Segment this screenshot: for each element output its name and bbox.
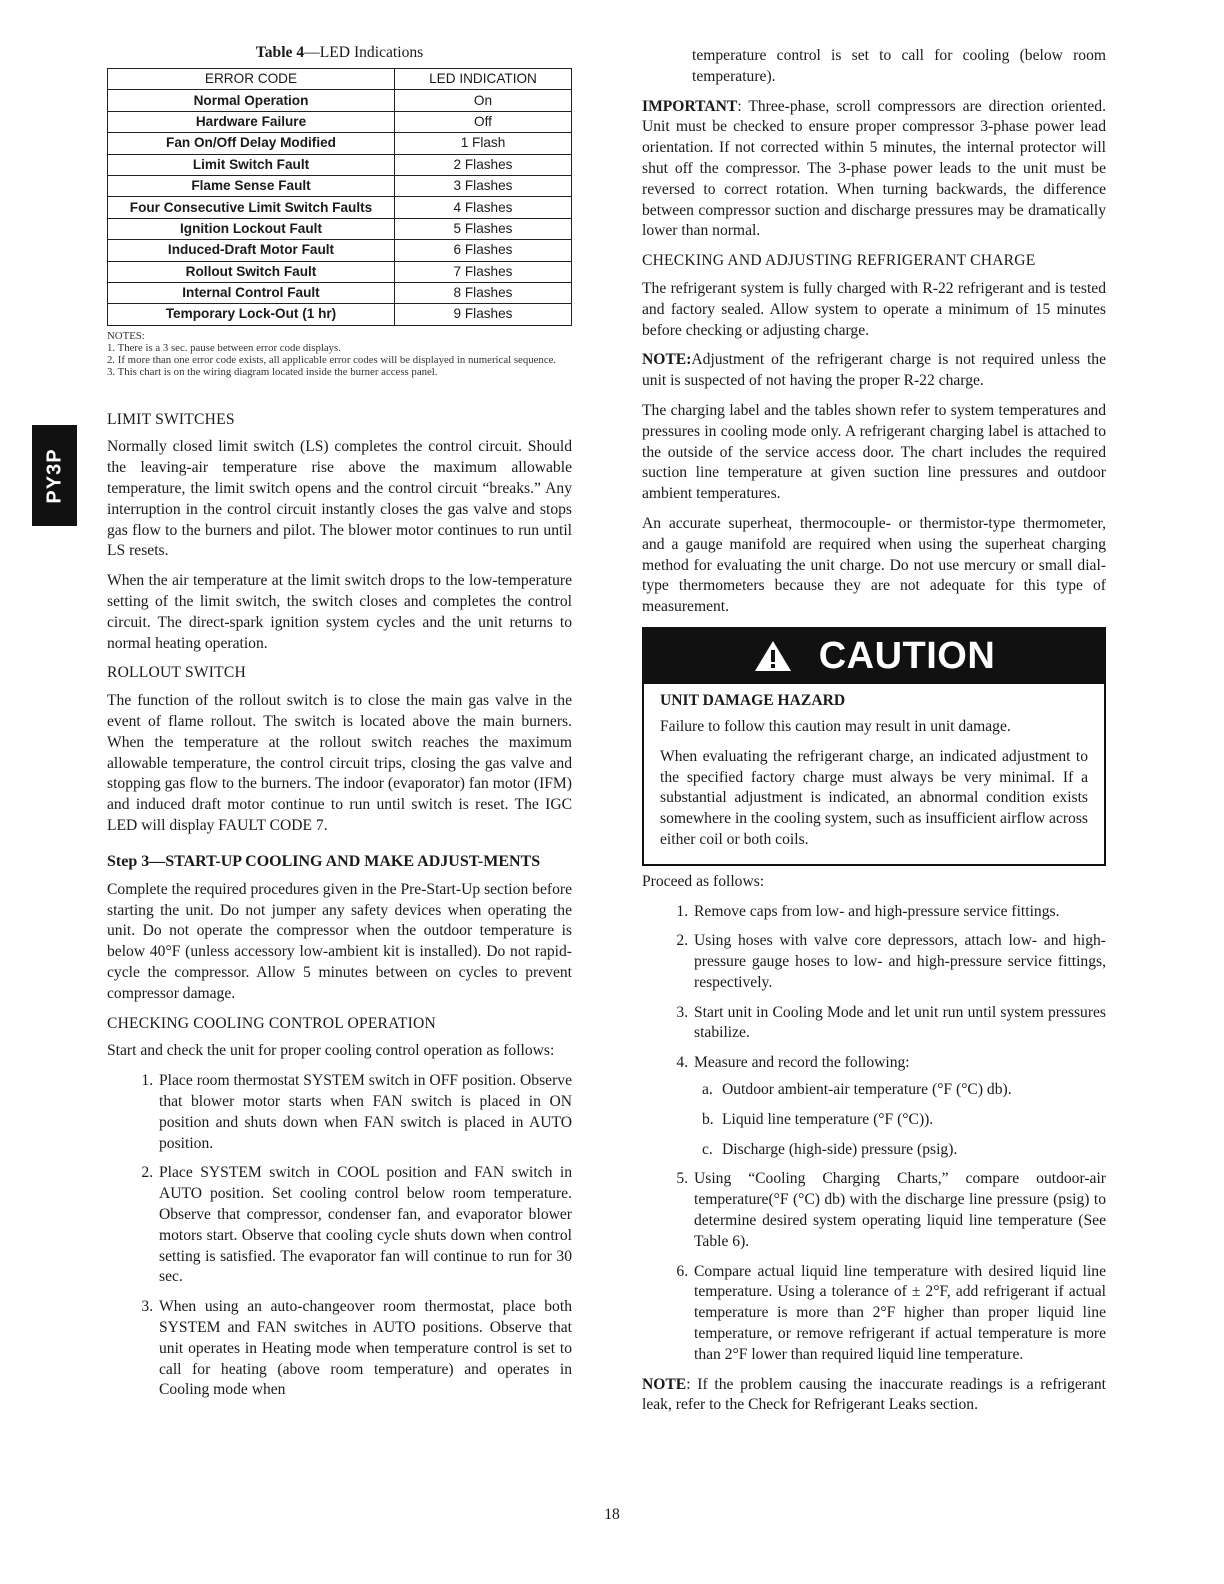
table-row xyxy=(108,240,572,261)
table-row xyxy=(108,175,572,196)
note-paragraph-2 xyxy=(642,1375,1106,1417)
step-4-text: Measure and record the following: xyxy=(694,1054,910,1072)
page-number: 18 xyxy=(604,1506,620,1523)
rollout-paragraph: The function of the rollout switch is to close the main gas valve in the event of flame rollout. The switch is located above the main burners. When the temperature at the rollout switch reaches the maximum allowable temperature, the control circuit trips, closing the gas valve and stopping gas flow to the burners. The indoor (evaporator) fan motor (IFM) and induced draft motor continue to run until switch is reset. The IGC LED will display FAULT CODE 7. xyxy=(107,692,572,835)
table-row xyxy=(108,154,572,175)
list-item: 2. Using hoses with valve core depressors, attach low- and high-pressure gauge hoses to low- and high-pressure service fittings, respectively. xyxy=(692,931,1106,993)
table-notes xyxy=(107,330,572,378)
led-indication-cell: 5 Flashes xyxy=(395,218,572,239)
led-indication-cell: 7 Flashes xyxy=(395,261,572,282)
list-item xyxy=(692,1053,1106,1160)
led-indication-cell: On xyxy=(395,90,572,111)
table-row xyxy=(108,133,572,154)
header-led-indication: LED INDICATION xyxy=(395,69,572,90)
error-code-cell: Rollout Switch Fault xyxy=(108,261,395,282)
limit-paragraph-1: Normally closed limit switch (LS) completes the control circuit. Should the leaving-air temperature rise above the maximum allowable temperature, the limit switch opens and the control circuit “breaks.” Any interruption in the control circuit instantly closes the gas valve and stops gas flow to the burners and pilot. The blower motor continues to run until LS resets. xyxy=(107,438,572,560)
checking-cooling-heading: CHECKING COOLING CONTROL OPERATION xyxy=(107,1014,436,1032)
list-item: 3. When using an auto-changeover room thermostat, place both SYSTEM and FAN switches in AUTO positions. Observe that unit operates in Heating mode when temperature control is set to call for heating (above room temperature) and operates in Cooling mode when xyxy=(157,1297,572,1401)
led-indication-cell: 8 Flashes xyxy=(395,282,572,303)
caution-body xyxy=(644,684,1104,864)
led-indication-cell: 3 Flashes xyxy=(395,175,572,196)
charge-paragraph-1: The refrigerant system is fully charged with R-22 refrigerant and is tested and factory sealed. Allow system to operate a minimum of 15 minutes before checking or adjusting charge. xyxy=(642,279,1106,339)
note-1: 1. There is a 3 sec. pause between error code displays. xyxy=(107,341,341,354)
led-indication-cell: 1 Flash xyxy=(395,133,572,154)
hazard-title: UNIT DAMAGE HAZARD xyxy=(660,691,846,709)
table-row xyxy=(108,261,572,282)
charge-steps-list xyxy=(642,902,1106,1366)
step3-heading: Step 3—START-UP COOLING AND MAKE ADJUST-MENTS xyxy=(107,852,541,870)
table-row xyxy=(108,218,572,239)
note-paragraph-1 xyxy=(642,350,1106,392)
note-2: 2. If more than one error code exists, all applicable error codes will be displayed in numerical sequence. xyxy=(107,353,557,366)
warning-triangle-icon xyxy=(753,639,793,673)
substep-item: c. Discharge (high-side) pressure (psig). xyxy=(702,1140,958,1158)
substep-item: a. Outdoor ambient-air temperature (°F (°C) db). xyxy=(702,1081,1012,1099)
important-label: IMPORTANT xyxy=(642,97,738,115)
refrigerant-charge-heading: CHECKING AND ADJUSTING REFRIGERANT CHARGE xyxy=(642,252,1036,270)
error-code-cell: Ignition Lockout Fault xyxy=(108,218,395,239)
substep-item: b. Liquid line temperature (°F (°C)). xyxy=(702,1110,934,1128)
led-indication-cell: 4 Flashes xyxy=(395,197,572,218)
led-indications-table xyxy=(107,68,572,326)
note-text: Adjustment of the refrigerant charge is not required unless the unit is suspected of not having the proper R-22 charge. xyxy=(642,351,1106,390)
table-row xyxy=(108,304,572,325)
caution-box xyxy=(642,627,1106,866)
note-3: 3. This chart is on the wiring diagram located inside the burner access panel. xyxy=(107,365,438,378)
error-code-cell: Internal Control Fault xyxy=(108,282,395,303)
proceed-text: Proceed as follows: xyxy=(642,872,765,890)
table-row xyxy=(108,282,572,303)
list-item: 1. Remove caps from low- and high-pressure service fittings. xyxy=(692,902,1106,923)
error-code-cell: Hardware Failure xyxy=(108,111,395,132)
table-row xyxy=(108,111,572,132)
table-row xyxy=(108,197,572,218)
error-code-cell: Flame Sense Fault xyxy=(108,175,395,196)
error-code-cell: Four Consecutive Limit Switch Faults xyxy=(108,197,395,218)
list-item: 2. Place SYSTEM switch in COOL position and FAN switch in AUTO position. Set cooling control below room temperature. Observe that compressor, condenser fan, and evaporator blower motors start. Observe that cooling cycle shuts down when control setting is satisfied. The evaporator fan will continue to run for 30 sec. xyxy=(157,1163,572,1288)
limit-switches-heading: LIMIT SWITCHES xyxy=(107,410,235,428)
important-text: : Three-phase, scroll compressors are direction oriented. Unit must be checked to ensure proper compressor 3-phase power lead orientation. If not corrected within 5 minutes, the internal protector will shut off the compressor. The 3-phase power leads to the unit must be reversed to correct rotation. When turning backwards, the difference between compressor suction and discharge pressures may be dramatically lower than normal. xyxy=(642,97,1106,240)
led-indication-cell: 2 Flashes xyxy=(395,154,572,175)
note-label: NOTE: xyxy=(642,351,692,369)
checking-steps-list xyxy=(107,1071,572,1401)
error-code-cell: Induced-Draft Motor Fault xyxy=(108,240,395,261)
limit-paragraph-2: When the air temperature at the limit switch drops to the low-temperature setting of the limit switch, the switch closes and completes the control circuit. The direct-spark ignition system cycles and the unit returns to normal heating operation. xyxy=(107,572,572,652)
checking-intro: Start and check the unit for proper cooling control operation as follows: xyxy=(107,1042,555,1060)
list-item: 6. Compare actual liquid line temperature with desired liquid line temperature. Using a tolerance of ± 2°F, add refrigerant if actual temperature is more than 2°F higher than proper liquid line temperature, or remove refrigerant if actual temperature is more than 2°F lower than required liquid line temperature. xyxy=(692,1262,1106,1366)
right-column xyxy=(642,46,1106,1425)
notes-heading: NOTES: xyxy=(107,329,145,342)
list-item: 3. Start unit in Cooling Mode and let unit run until system pressures stabilize. xyxy=(692,1003,1106,1045)
section-tab xyxy=(32,425,77,526)
list-item: 5. Using “Cooling Charging Charts,” compare outdoor-air temperature(°F (°C) db) with the discharge line pressure (psig) to determine desired system operating liquid line temperature (See Table 6). xyxy=(692,1169,1106,1252)
continued-item-text: temperature control is set to call for cooling (below room temperature). xyxy=(692,47,1106,85)
step3-paragraph: Complete the required procedures given in the Pre-Start-Up section before starting the unit. Do not jumper any safety devices when operating the unit. Do not operate the compressor when the outdoor temperature is below 40°F (unless accessory low-ambient kit is installed). Do not rapid-cycle the compressor. Allow 5 minutes between on cycles to prevent compressor damage. xyxy=(107,880,572,1002)
table-row xyxy=(108,90,572,111)
table-header-row xyxy=(108,69,572,90)
note-text: : If the problem causing the inaccurate readings is a refrigerant leak, refer to the Check for Refrigerant Leaks section. xyxy=(642,1375,1106,1414)
led-indication-cell: Off xyxy=(395,111,572,132)
substeps-list xyxy=(694,1080,1106,1160)
charge-paragraph-3: An accurate superheat, thermocouple- or thermistor-type thermometer, and a gauge manifold are required when using the superheat charging method for evaluating the unit charge. Do not use mercury or small dial-type thermometers because they are not adequate for this type of measurement. xyxy=(642,514,1106,616)
error-code-cell: Normal Operation xyxy=(108,90,395,111)
list-item: 1. Place room thermostat SYSTEM switch in OFF position. Observe that blower motor starts when FAN switch is placed in ON position and shuts down when FAN switch is placed in AUTO position. xyxy=(157,1071,572,1154)
header-error-code: ERROR CODE xyxy=(108,69,395,90)
note-label: NOTE xyxy=(642,1375,687,1393)
important-paragraph xyxy=(642,97,1106,243)
rollout-switch-heading: ROLLOUT SWITCH xyxy=(107,664,246,682)
table-title: Table 4—LED Indications xyxy=(255,44,424,61)
caution-paragraph-1: Failure to follow this caution may result in unit damage. xyxy=(660,717,1011,735)
led-indication-cell: 9 Flashes xyxy=(395,304,572,325)
charge-paragraph-2: The charging label and the tables shown refer to system temperatures and pressures in cooling mode only. A refrigerant charging label is attached to the outside of the service access door. The chart includes the required suction line temperature at given suction line pressures and outdoor ambient temperatures. xyxy=(642,401,1106,503)
section-tab-label: PY3P xyxy=(43,447,65,504)
led-indication-cell: 6 Flashes xyxy=(395,240,572,261)
left-column xyxy=(107,44,572,1410)
error-code-cell: Temporary Lock-Out (1 hr) xyxy=(108,304,395,325)
caution-paragraph-2: When evaluating the refrigerant charge, an indicated adjustment to the specified factory charge must always be very minimal. If a substantial adjustment is indicated, an abnormal condition exists somewhere in the cooling system, such as insufficient airflow across either coil or both coils. xyxy=(660,747,1088,848)
caution-title: CAUTION xyxy=(818,634,996,677)
error-code-cell: Fan On/Off Delay Modified xyxy=(108,133,395,154)
caution-header xyxy=(644,629,1104,684)
error-code-cell: Limit Switch Fault xyxy=(108,154,395,175)
